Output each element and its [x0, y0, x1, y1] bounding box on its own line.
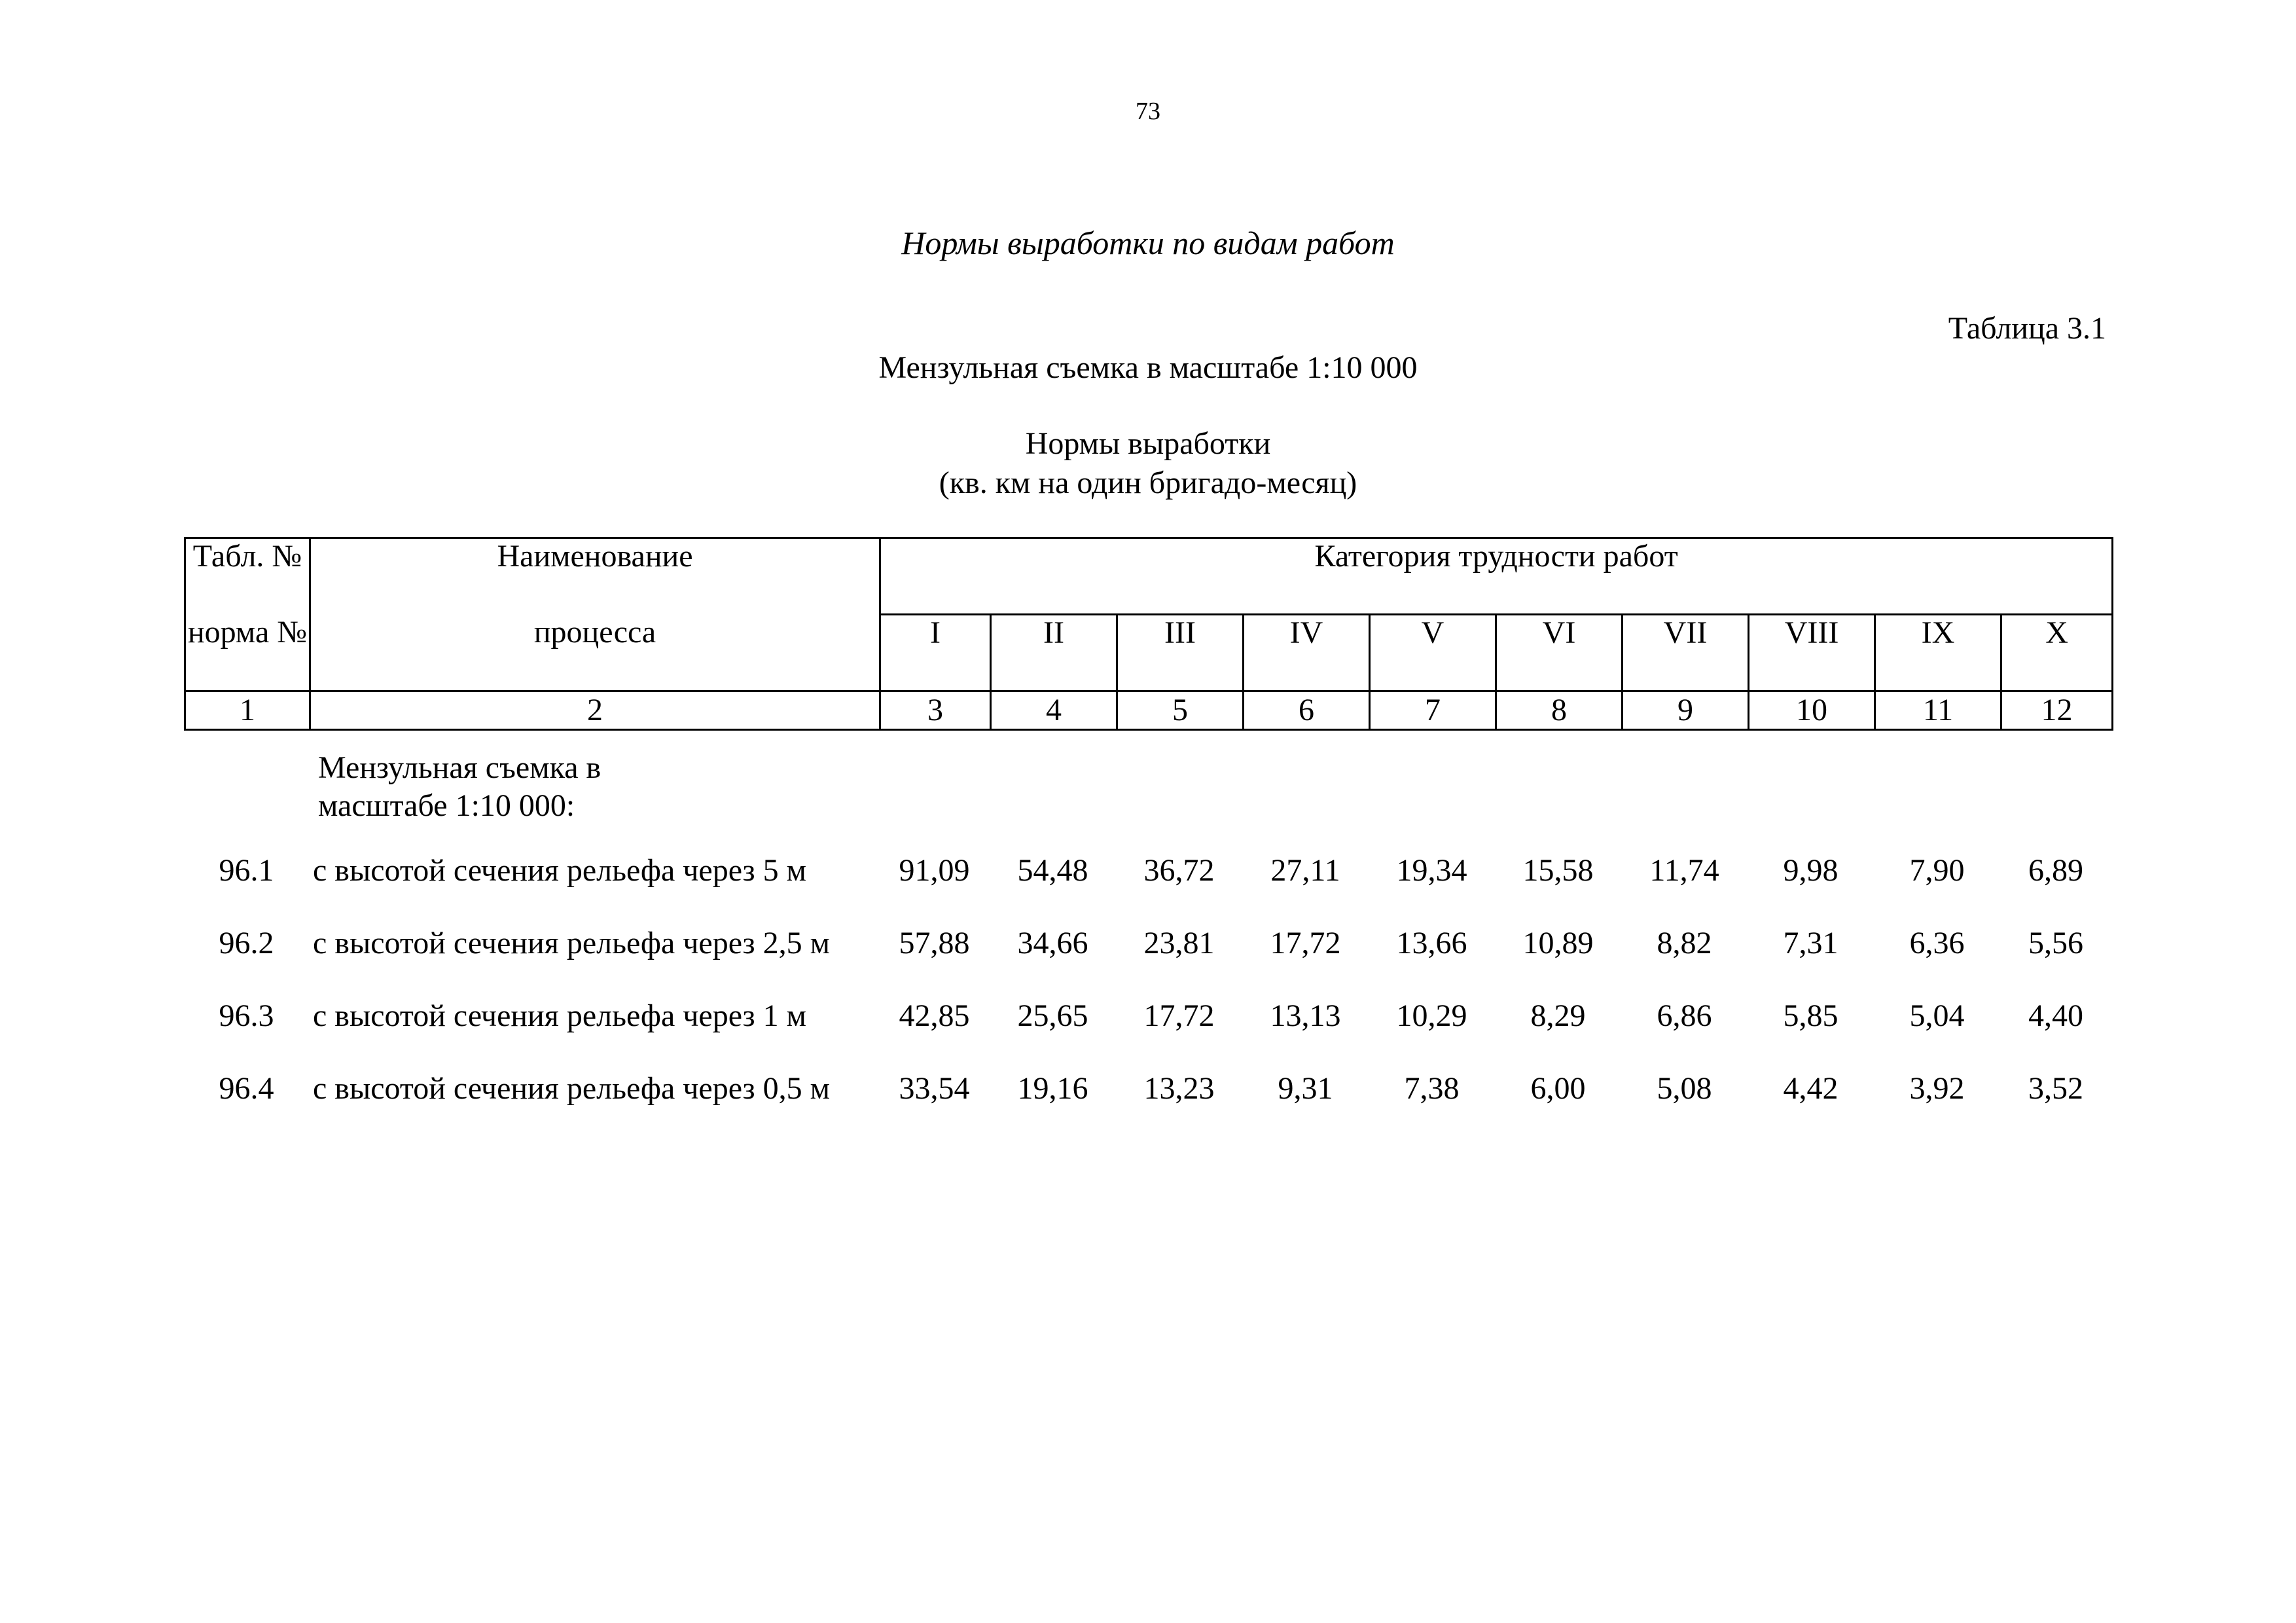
table-row [184, 926, 2111, 998]
norm-value: 7,38 [1404, 1071, 1460, 1106]
row-number: 96.4 [219, 1071, 274, 1106]
norm-value: 33,54 [899, 1071, 970, 1106]
header-category-8: VIII [1749, 615, 1875, 691]
norm-value: 27,11 [1270, 853, 1340, 888]
process-name: с высотой сечения рельефа через 0,5 м [313, 1071, 830, 1106]
header-category-9: IX [1875, 615, 2001, 691]
norm-value: 7,31 [1783, 926, 1839, 960]
column-number-11: 11 [1875, 691, 2001, 730]
group-title-line2: масштабе 1:10 000: [318, 788, 575, 823]
norm-value: 25,65 [1017, 998, 1088, 1033]
norm-value: 4,40 [2028, 998, 2083, 1033]
norm-value: 10,89 [1522, 926, 1594, 960]
norms-heading-line2: (кв. км на один бригадо-месяц) [939, 465, 1357, 500]
norm-value: 13,66 [1396, 926, 1467, 960]
norm-value: 8,29 [1530, 998, 1586, 1033]
table-row [184, 1071, 2111, 1144]
norm-value: 5,08 [1657, 1071, 1712, 1106]
norm-value: 6,86 [1657, 998, 1712, 1033]
row-number: 96.2 [219, 926, 274, 960]
norm-value: 10,29 [1396, 998, 1467, 1033]
header-category-2: II [991, 615, 1117, 691]
norm-value: 9,31 [1278, 1071, 1333, 1106]
norm-value: 42,85 [899, 998, 970, 1033]
norm-value: 9,98 [1783, 853, 1839, 888]
column-number-10: 10 [1749, 691, 1875, 730]
norm-value: 19,34 [1396, 853, 1467, 888]
header-category-5: V [1370, 615, 1496, 691]
table-row [184, 853, 2111, 926]
norm-value: 3,92 [1909, 1071, 1965, 1106]
process-name: с высотой сечения рельефа через 2,5 м [313, 926, 830, 960]
column-number-5: 5 [1117, 691, 1244, 730]
header-col2-bottom: процесса [310, 615, 880, 691]
table-caption: Мензульная съемка в масштабе 1:10 000 [878, 350, 1418, 385]
norm-value: 8,82 [1657, 926, 1712, 960]
header-category-4: IV [1244, 615, 1370, 691]
process-name: с высотой сечения рельефа через 1 м [313, 998, 806, 1033]
table-row [184, 998, 2111, 1071]
row-number: 96.3 [219, 998, 274, 1033]
norm-value: 19,16 [1017, 1071, 1088, 1106]
row-number: 96.1 [219, 853, 274, 888]
norm-value: 15,58 [1522, 853, 1594, 888]
header-col2-top: Наименование [310, 538, 880, 615]
norm-value: 17,72 [1143, 998, 1215, 1033]
norms-table-header [184, 537, 2113, 731]
norms-table-body [184, 853, 2111, 1144]
group-title [318, 749, 601, 825]
header-category-10: X [2001, 615, 2113, 691]
norm-value: 7,90 [1909, 853, 1965, 888]
header-category-label: Категория трудности работ [880, 538, 2113, 615]
header-col1-bottom: норма № [185, 615, 310, 691]
column-number-3: 3 [880, 691, 991, 730]
norm-value: 5,56 [2028, 926, 2083, 960]
column-number-4: 4 [991, 691, 1117, 730]
process-name: с высотой сечения рельефа через 5 м [313, 853, 806, 888]
column-number-12: 12 [2001, 691, 2113, 730]
header-category-7: VII [1623, 615, 1749, 691]
norm-value: 5,04 [1909, 998, 1965, 1033]
norm-value: 13,23 [1143, 1071, 1215, 1106]
norms-heading-line1: Нормы выработки [1025, 426, 1271, 461]
section-title: Нормы выработки по видам работ [901, 225, 1395, 261]
norm-value: 11,74 [1649, 853, 1719, 888]
page-number: 73 [1136, 98, 1160, 125]
norm-value: 13,13 [1270, 998, 1341, 1033]
header-category-6: VI [1496, 615, 1623, 691]
norm-value: 91,09 [899, 853, 970, 888]
norm-value: 36,72 [1143, 853, 1215, 888]
header-category-1: I [880, 615, 991, 691]
header-col1-top: Табл. № [185, 538, 310, 615]
norm-value: 17,72 [1270, 926, 1341, 960]
norm-value: 3,52 [2028, 1071, 2083, 1106]
column-number-7: 7 [1370, 691, 1496, 730]
column-number-2: 2 [310, 691, 880, 730]
norm-value: 23,81 [1143, 926, 1215, 960]
column-number-8: 8 [1496, 691, 1623, 730]
norms-heading [0, 424, 2296, 503]
norm-value: 34,66 [1017, 926, 1088, 960]
group-title-line1: Мензульная съемка в [318, 750, 601, 785]
column-number-6: 6 [1244, 691, 1370, 730]
norm-value: 54,48 [1017, 853, 1088, 888]
norm-value: 6,89 [2028, 853, 2083, 888]
column-number-1: 1 [185, 691, 310, 730]
norm-value: 57,88 [899, 926, 970, 960]
norm-value: 5,85 [1783, 998, 1839, 1033]
norm-value: 6,00 [1530, 1071, 1586, 1106]
column-number-9: 9 [1623, 691, 1749, 730]
header-category-3: III [1117, 615, 1244, 691]
norm-value: 4,42 [1783, 1071, 1839, 1106]
table-label: Таблица 3.1 [1948, 311, 2106, 346]
norm-value: 6,36 [1909, 926, 1965, 960]
